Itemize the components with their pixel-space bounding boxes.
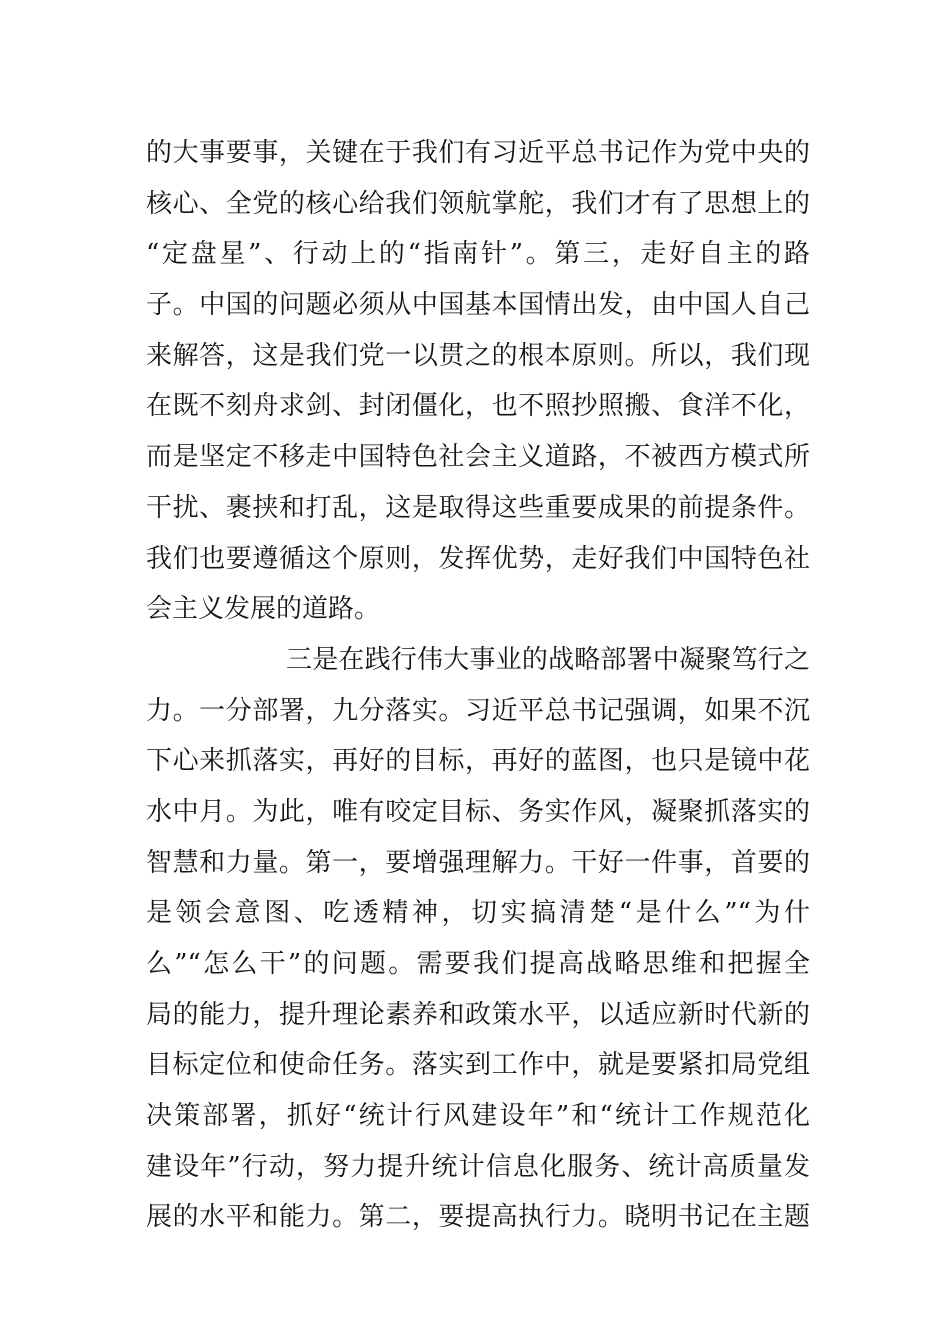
paragraph-1 [146, 128, 810, 635]
text-line: 是领会意图、吃透精神，切实搞清楚“是什么”“为什 [146, 898, 810, 929]
paragraph-2 [146, 635, 810, 1243]
text-line: 智慧和力量。第一，要增强理解力。干好一件事，首要的 [146, 847, 810, 878]
text-line: 会主义发展的道路。 [146, 594, 381, 625]
text-line: 力。一分部署，九分落实。习近平总书记强调，如果不沉 [146, 695, 810, 726]
text-line: 局的能力，提升理论素养和政策水平，以适应新时代新的 [146, 999, 810, 1030]
text-line: 来解答，这是我们党一以贯之的根本原则。所以，我们现 [146, 340, 810, 371]
text-line: “定盘星”、行动上的“指南针”。第三，走好自主的路 [146, 239, 810, 270]
document-body [146, 128, 810, 1243]
text-line: 我们也要遵循这个原则，发挥优势，走好我们中国特色社 [146, 543, 810, 574]
text-line: 么”“怎么干”的问题。需要我们提高战略思维和把握全 [146, 949, 810, 979]
text-line: 子。中国的问题必须从中国基本国情出发，由中国人自己 [146, 290, 810, 321]
text-line: 的大事要事，关键在于我们有习近平总书记作为党中央的 [146, 138, 810, 168]
text-line: 而是坚定不移走中国特色社会主义道路，不被西方模式所 [146, 442, 810, 473]
text-line: 决策部署，抓好“统计行风建设年”和“统计工作规范化 [146, 1101, 810, 1132]
text-line: 展的水平和能力。第二，要提高执行力。晓明书记在主题 [146, 1202, 810, 1233]
text-line: 核心、全党的核心给我们领航掌舵，我们才有了思想上的 [146, 188, 810, 219]
text-line: 在既不刻舟求剑、封闭僵化，也不照抄照搬、食洋不化， [146, 391, 810, 422]
text-line: 三是在践行伟大事业的战略部署中凝聚笃行之 [286, 644, 810, 675]
text-line: 目标定位和使命任务。落实到工作中，就是要紧扣局党组 [146, 1050, 810, 1081]
text-line: 干扰、裹挟和打乱，这是取得这些重要成果的前提条件。 [146, 492, 810, 523]
text-line: 下心来抓落实，再好的目标，再好的蓝图，也只是镜中花 [146, 746, 810, 777]
text-line: 建设年”行动，努力提升统计信息化服务、统计高质量发 [146, 1151, 810, 1182]
text-line: 水中月。为此，唯有咬定目标、务实作风，凝聚抓落实的 [146, 796, 810, 827]
